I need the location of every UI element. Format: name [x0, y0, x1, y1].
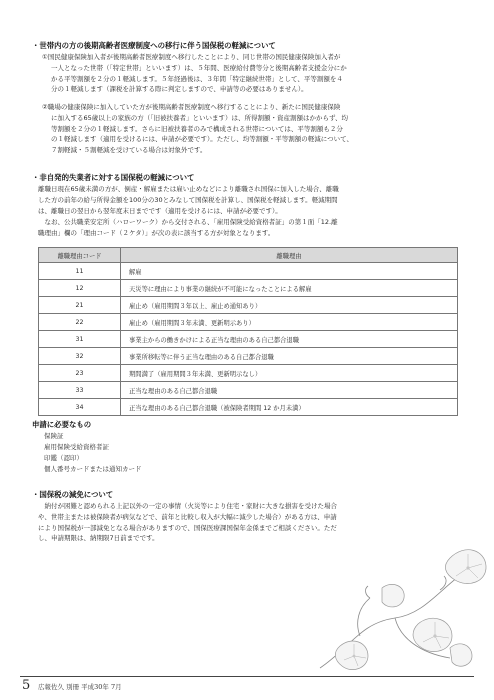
paragraph-reason-code-note: [38, 217, 462, 239]
table-row: [39, 297, 458, 314]
reason-code-cell: 31: [39, 331, 121, 348]
reason-code-cell: 23: [39, 365, 121, 382]
text-line: ７割軽減・５割軽減を受けている場合は対象外です。: [51, 146, 207, 155]
table-row: [39, 280, 458, 297]
footer-divider: [20, 676, 474, 677]
reason-text-cell: 事業主からの働きかけによる正当な理由のある自己都合退職: [121, 331, 458, 348]
list-item: 印鑑（認印）: [44, 454, 83, 462]
text-line: は、離職日の翌日から翌年度末日までです（適用を受けるには、申請が必要です）。: [38, 206, 282, 215]
text-line: かる平等割額を２分の１軽減します。５年経過後は、３年間「特定継続世帯」として、平等割額を４: [51, 74, 343, 83]
text-line: 分の１軽減します（課税を計算する際に判定しますので、申請等の必要はありません）。: [51, 85, 308, 94]
text-line: 納付が困難と認められる上記以外の一定の事情（火災等により住宅・家財に大きな損害を受けた場合: [38, 502, 337, 510]
reason-code-cell: 11: [39, 263, 121, 280]
text-line: ②職場の健康保険に加入していた方が後期高齢者医療制度へ移行することにより、新たに国民健康保険: [42, 103, 341, 111]
table-row: [39, 365, 458, 382]
text-line: 職理由」欄の「理由コード（２ケタ）」が次の表に該当する方が対象となります。: [38, 228, 275, 237]
section-title-elderly-transition: ・世帯内の方の後期高齢者医療制度への移行に伴う国保税の軽減について: [32, 41, 276, 50]
table-row: [39, 314, 458, 331]
table-row: [39, 263, 458, 280]
section-title-tax-exemption: ・国保税の減免について: [32, 490, 114, 499]
table-header-row: [39, 248, 458, 263]
reason-text-cell: 事業所移転等に伴う正当な理由のある自己都合退職: [121, 348, 458, 365]
text-line: した方の前年の給与所得金額を100分の30とみなして国保税を計算し、国保税を軽減します。軽減期間: [38, 195, 338, 204]
reason-code-cell: 12: [39, 280, 121, 297]
list-item: 保険証: [44, 432, 64, 440]
reason-text-cell: 正当な理由のある自己都合退職: [121, 382, 458, 399]
reason-text-cell: 雇止め（雇用期間３年以上、雇止め通知あり）: [121, 297, 458, 314]
text-line: ①国民健康保険加入者が後期高齢者医療制度へ移行したことにより、同じ世帯の国民健康保険加入者が: [42, 53, 341, 61]
reason-text-cell: 雇止め（雇用期間３年未満、更新明示あり）: [121, 314, 458, 331]
reason-text-cell: 解雇: [121, 263, 458, 280]
text-line: や、世帯主または被保険者が病気などで、前年と比較し収入が大幅に減少した場合）がある方は、申請: [38, 512, 337, 521]
paragraph-specific-household: [42, 52, 462, 95]
text-line: なお、公共職業安定所（ハローワーク）から交付される、「雇用保険受給資格者証」の第１面「12.離: [38, 218, 338, 226]
reason-code-cell: 34: [39, 399, 121, 416]
separation-reason-table: [38, 247, 458, 416]
reason-code-cell: 22: [39, 314, 121, 331]
paragraph-unemployment-reduction: [38, 184, 462, 216]
header-reason: 離職理由: [121, 248, 458, 263]
morning-glory-illustration: [300, 528, 490, 678]
table-row: [39, 399, 458, 416]
table-row: [39, 348, 458, 365]
text-line: 等割額を２分の１軽減します。さらに旧被扶養者のみで構成される世帯については、平等割額も２分: [51, 124, 343, 133]
requirements-title: 申請に必要なもの: [32, 420, 92, 429]
reason-text-cell: 天災等に理由により事業の継続が不可能になったことによる解雇: [121, 280, 458, 297]
header-reason-code: 離職理由コード: [39, 248, 121, 263]
paragraph-former-dependents: [42, 102, 462, 156]
text-line: 一人となった世帯（「特定世帯」といいます）は、５年間、医療給付費等分と後期高齢者支援金分にか: [51, 63, 347, 72]
text-line: し、申請期限は、納期限7日前までです。: [38, 534, 159, 543]
reason-code-cell: 32: [39, 348, 121, 365]
table-row: [39, 331, 458, 348]
text-line: 離職日現在65歳未満の方が、倒産・解雇または雇い止めなどにより離職され国保に加入した場合、離職: [38, 185, 339, 193]
reason-text-cell: 期間満了（雇用期間３年未満、更新明示なし）: [121, 365, 458, 382]
text-line: に加入する65歳以上の家族の方（「旧被扶養者」といいます）は、所得割額・資産割額はかからず、均: [51, 113, 349, 122]
requirements-list: [44, 431, 142, 475]
list-item: 個人番号カードまたは通知カード: [44, 465, 142, 473]
reason-code-cell: 21: [39, 297, 121, 314]
section-title-involuntary-unemployment: ・非自発的失業者に対する国保税の軽減について: [32, 173, 195, 182]
text-line: の１軽減します（適用を受けるには、申請が必要です）。ただし、均等割額・平等割額の軽減について、: [51, 135, 353, 144]
publication-name: 広報佐久 別冊 平成30年 7月: [38, 683, 122, 691]
list-item: 雇用保険受給資格者証: [44, 443, 109, 451]
page-number: 5: [22, 678, 31, 693]
reason-code-cell: 33: [39, 382, 121, 399]
text-line: により国保税が一部減免となる場合がありますので、国保医療課国保年金係までご相談ください。ただ: [38, 523, 337, 532]
reason-text-cell: 正当な理由のある自己都合退職（被保険者期間 12 か月未満）: [121, 399, 458, 416]
table-row: [39, 382, 458, 399]
